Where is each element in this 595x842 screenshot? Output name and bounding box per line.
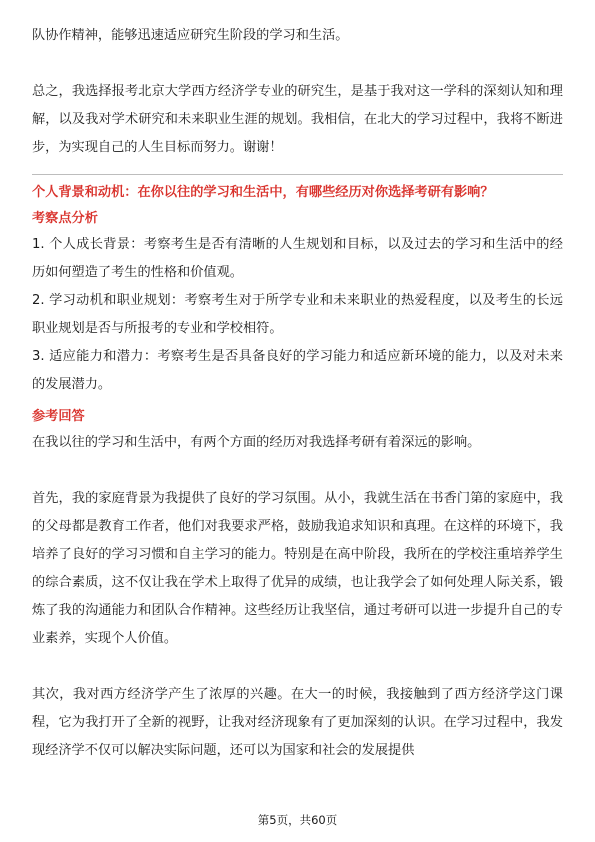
answer-paragraph: 其次，我对西方经济学产生了浓厚的兴趣。在大一的时候，我接触到了西方经济学这门课程，它为我打开了全新的视野，让我对经济现象有了更加深刻的认识。在学习过程中，我发现经济学不仅可以解决实际问题，还可以为国家和社会的发展提供 [32,687,563,758]
page-number: 第5页，共60页 [257,813,338,827]
analysis-item: 2. 学习动机和职业规划：考察考生对于所学专业和未来职业的热爱程度，以及考生的长远职业规划是否与所报考的专业和学校相符。 [32,293,563,336]
analysis-item: 3. 适应能力和潜力：考察考生是否具备良好的学习能力和适应新环境的能力，以及对未来的发展潜力。 [32,349,563,392]
paragraph-gap [32,653,563,681]
conclusion-paragraph: 总之，我选择报考北京大学西方经济学专业的研究生，是基于我对这一学科的深刻认知和理解，以及我对学术研究和未来职业生涯的规划。我相信，在北大的学习过程中，我将不断进步，为实现自己的人生目标而努力。谢谢！ [32,84,563,155]
paragraph-gap [32,457,563,485]
answer-paragraph: 首先，我的家庭背景为我提供了良好的学习氛围。从小，我就生活在书香门第的家庭中，我的父母都是教育工作者，他们对我要求严格，鼓励我追求知识和真理。在这样的环境下，我培养了良好的学习习惯和自主学习的能力。特别是在高中阶段，我所在的学校注重培养学生的综合素质，这不仅让我在学术上取得了优异的成绩，也让我学会了如何处理人际关系，锻炼了我的沟通能力和团队合作精神。这些经历让我坚信，通过考研可以进一步提升自己的专业素养，实现个人价值。 [32,491,563,646]
analysis-item: 1. 个人成长背景：考察考生是否有清晰的人生规划和目标，以及过去的学习和生活中的经历如何塑造了考生的性格和价值观。 [32,237,563,280]
section-divider [32,174,563,175]
document-page [32,22,563,765]
answer-title: 参考回答 [32,409,85,424]
interview-question: 个人背景和动机：在你以往的学习和生活中，有哪些经历对你选择考研有影响？ [32,185,494,200]
analysis-title: 考察点分析 [32,211,98,226]
answer-paragraph: 在我以往的学习和生活中，有两个方面的经历对我选择考研有着深远的影响。 [32,435,481,450]
paragraph-gap [32,50,563,78]
intro-paragraph-tail: 队协作精神，能够迅速适应研究生阶段的学习和生活。 [32,28,349,43]
